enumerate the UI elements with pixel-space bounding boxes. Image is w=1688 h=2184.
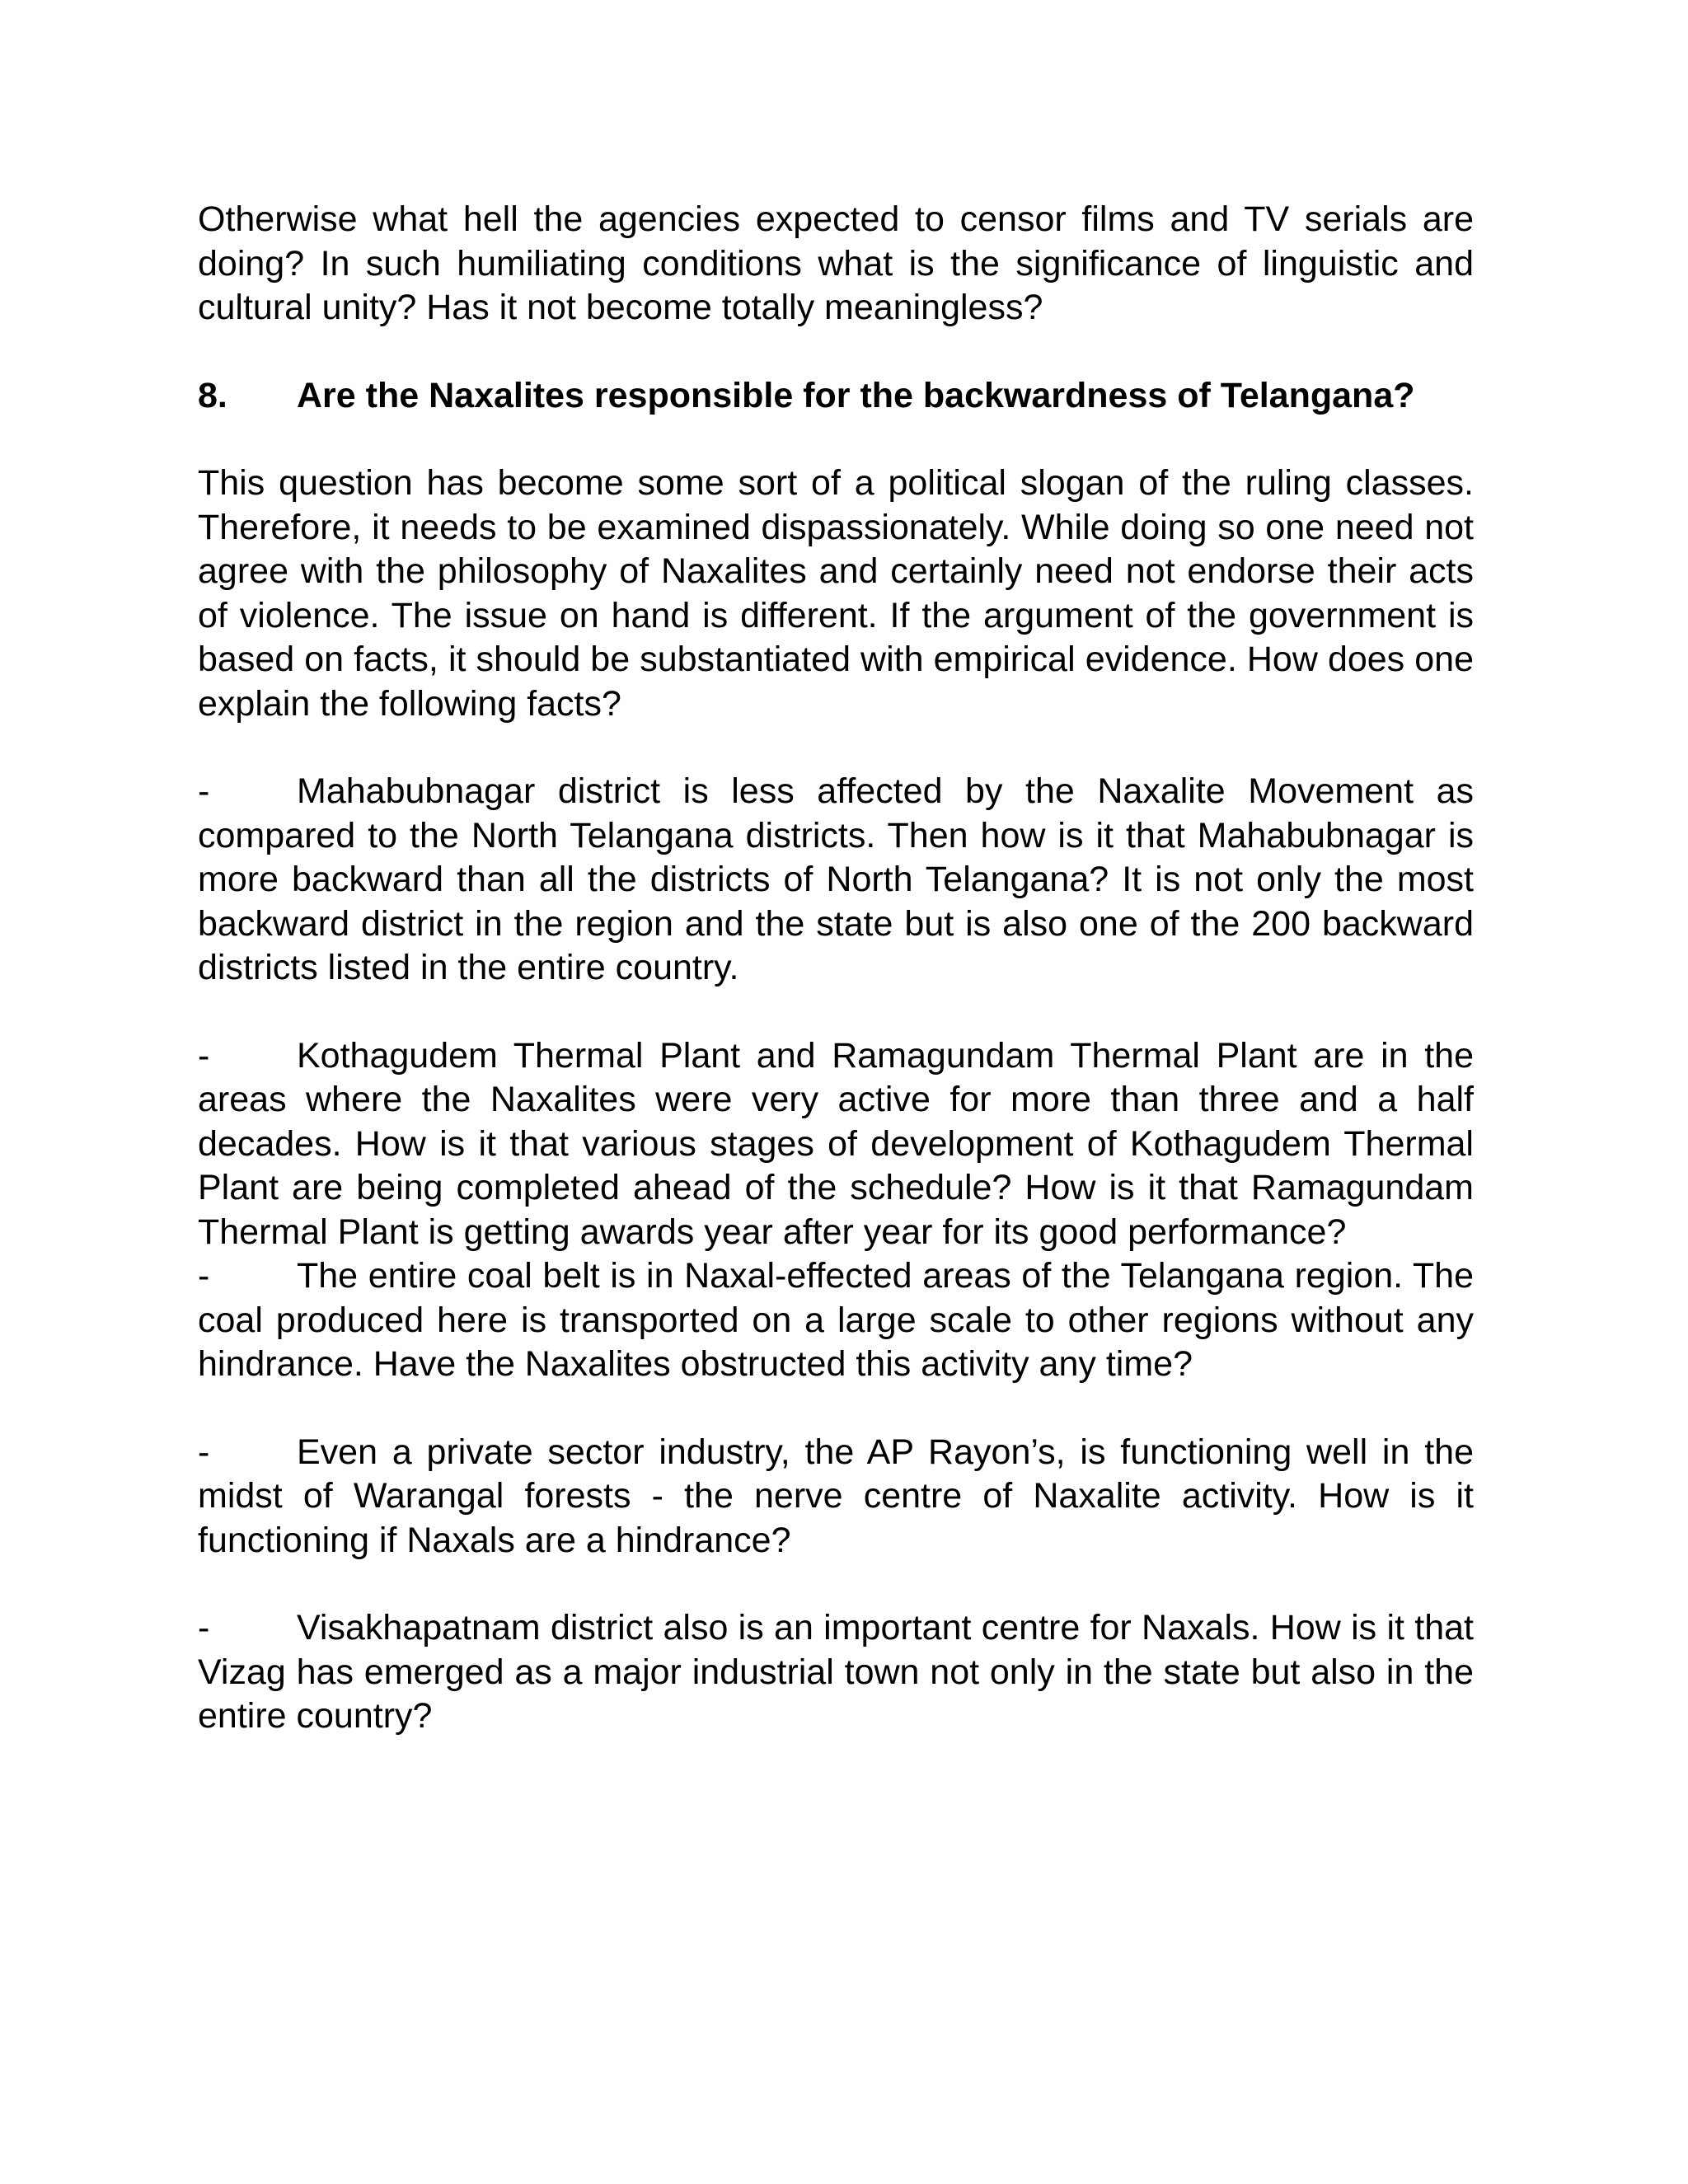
bullet-item-5 (198, 1606, 1474, 1739)
section-heading (198, 374, 1474, 419)
bullet-item-1 (198, 770, 1474, 991)
bullet-item-2 (198, 1034, 1474, 1255)
section-title: Are the Naxalites responsible for the backwardness of Telangana? (297, 375, 1415, 415)
bullet-text: Even a private sector industry, the AP Rayon’s, is functioning well in the midst of Warangal forests - the nerve centre of Naxalite activity. How is it functioning if Naxals are a hindrance? (198, 1432, 1474, 1560)
bullet-text: The entire coal belt is in Naxal-effected areas of the Telangana region. The coal produced here is transported on a large scale to other regions without any hindrance. Have the Naxalites obstructed this activity any time? (198, 1256, 1474, 1384)
bullet-text: Kothagudem Thermal Plant and Ramagundam Thermal Plant are in the areas where the Naxalites were very active for more than three and a half decades. How is it that various stages of development of Kothagudem Thermal Plant are being completed ahead of the schedule? How is it that Ramagundam Thermal Plant is getting awards year after year for its good performance? (198, 1035, 1474, 1252)
bullet-marker: - (198, 1608, 210, 1647)
body-paragraph: This question has become some sort of a political slogan of the ruling classes. Therefore, it needs to be examined dispassionately. While doing so one need not agree with the philosophy of Naxalites and certainly need not endorse their acts of violence. The issue on hand is different. If the argument of the government is based on facts, it should be substantiated with empirical evidence. How does one explain the following facts? (198, 463, 1474, 724)
bullet-marker: - (198, 1035, 210, 1076)
page-content (198, 198, 1474, 1739)
bullet-item-3 (198, 1254, 1474, 1387)
bullet-text: Mahabubnagar district is less affected by the Naxalite Movement as compared to the North Telangana districts. Then how is it that Mahabubnagar is more backward than all the districts of North Telangana? It is not only the most backward district in the region and the state but is also one of the 200 backward districts listed in the entire country. (198, 771, 1474, 987)
bullet-text: Visakhapatnam district also is an important centre for Naxals. How is it that Vizag has emerged as a major industrial town not only in the state but also in the entire country? (198, 1608, 1474, 1736)
bullet-marker: - (198, 771, 210, 811)
bullet-item-4 (198, 1431, 1474, 1563)
intro-paragraph: Otherwise what hell the agencies expected to censor films and TV serials are doing? In such humiliating conditions what is the significance of linguistic and cultural unity? Has it not become totally meaningless? (198, 199, 1474, 327)
section-number: 8. (198, 375, 227, 415)
bullet-marker: - (198, 1256, 210, 1296)
bullet-marker: - (198, 1432, 210, 1472)
